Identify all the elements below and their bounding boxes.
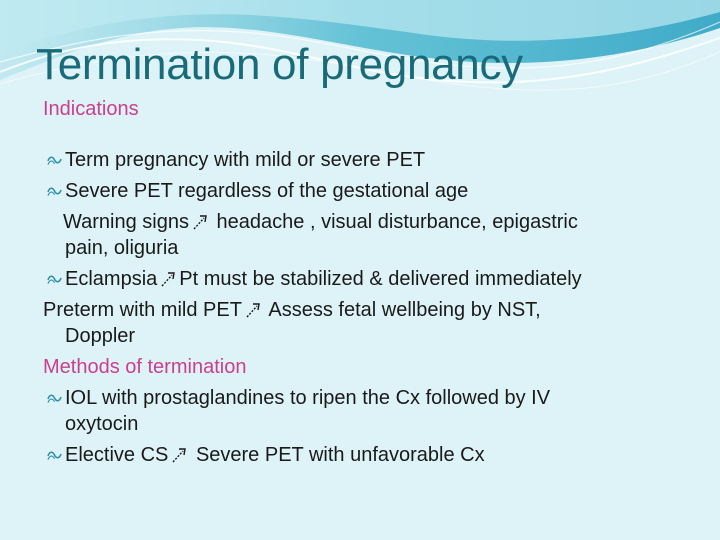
indications-heading: Indications (43, 98, 139, 120)
eclampsia-action: Pt must be stabilized & delivered immediately (179, 268, 582, 290)
warning-signs-list: headache , visual disturbance, epigastric (216, 211, 578, 233)
arrow-icon (189, 209, 211, 235)
preterm-action: Assess fetal wellbeing by NST, (268, 299, 541, 321)
item-iol-continued: oxytocin (65, 413, 139, 435)
methods-heading: Methods of termination (43, 356, 247, 378)
elective-cs-label: Elective CS (65, 444, 169, 466)
arrow-icon (157, 266, 179, 292)
item-eclampsia (65, 266, 582, 292)
preterm-line (43, 297, 703, 323)
slide-title: Termination of pregnancy (36, 40, 523, 89)
warning-signs-label: Warning signs (63, 211, 189, 233)
item-term-pregnancy: Term pregnancy with mild or severe PET (65, 149, 426, 171)
item-iol: IOL with prostaglandines to ripen the Cx followed by IV (65, 387, 551, 409)
warning-signs-line (43, 209, 703, 235)
wave-bullet-icon (43, 178, 65, 204)
wave-bullet-icon (43, 147, 65, 173)
warning-signs-continued: pain, oliguria (65, 237, 179, 259)
list-item (43, 266, 703, 292)
item-elective-cs (65, 442, 485, 468)
wave-bullet-icon (43, 385, 65, 411)
list-item (43, 178, 703, 204)
wave-bullet-icon (43, 442, 65, 468)
arrow-icon (168, 442, 190, 468)
item-severe-pet: Severe PET regardless of the gestational age (65, 180, 469, 202)
list-item (43, 442, 703, 468)
preterm-label: Preterm with mild PET (43, 299, 242, 321)
slide-body (43, 96, 703, 468)
arrow-icon (242, 297, 264, 323)
eclampsia-label: Eclampsia (65, 268, 158, 290)
wave-bullet-icon (43, 266, 65, 292)
preterm-continued: Doppler (65, 325, 136, 347)
elective-cs-indication: Severe PET with unfavorable Cx (195, 444, 485, 466)
list-item (43, 385, 703, 411)
list-item (43, 147, 703, 173)
